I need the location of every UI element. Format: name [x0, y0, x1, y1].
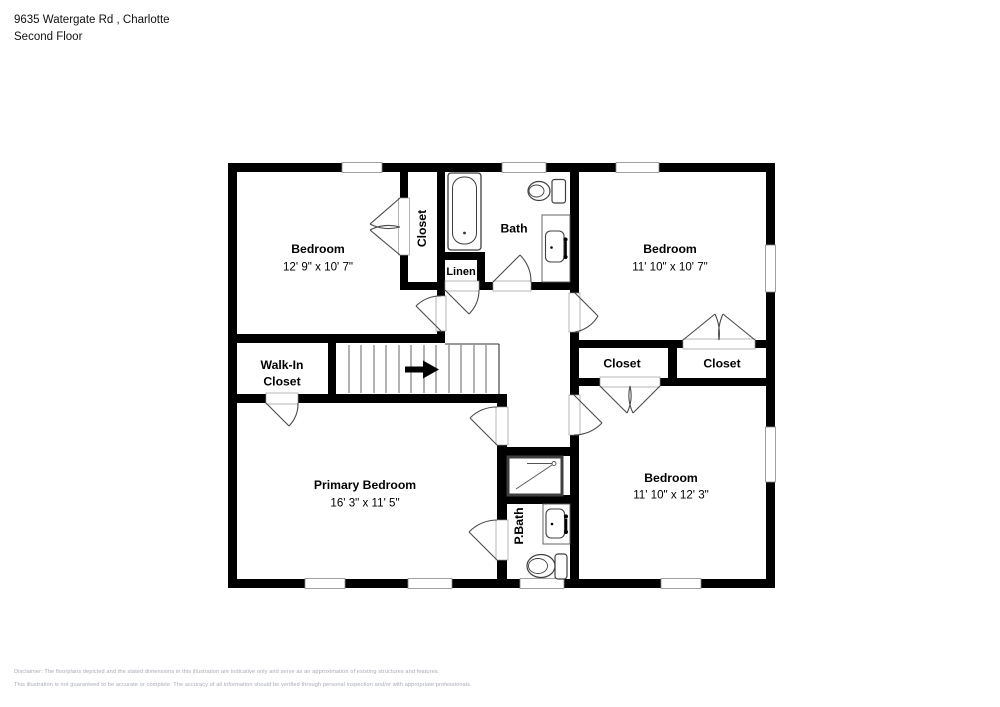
- sink-pbath: [543, 504, 570, 544]
- window: [766, 427, 776, 482]
- door-opening: [399, 198, 410, 255]
- wall: [570, 332, 579, 395]
- door-arc-closet-bifold: [370, 198, 400, 255]
- disclaimer-line-2: This illustration is not guaranteed to be accurate or complete. The accuracy of all information should be verified through personal inspection and/or with appropriate professionals.: [14, 682, 472, 688]
- label-bath: Bath: [500, 221, 528, 236]
- door-opening: [436, 296, 446, 331]
- door-opening: [496, 520, 508, 560]
- window: [520, 579, 564, 589]
- room-label-bedroom-top-right: Bedroom: [643, 242, 697, 256]
- wall: [570, 435, 579, 588]
- door-opening: [493, 281, 531, 291]
- label-closet-mid-1: Closet: [603, 356, 641, 371]
- label-walk-in-line2: Closet: [263, 374, 301, 389]
- door-opening: [600, 377, 660, 387]
- room-label-primary-bedroom: Primary Bedroom: [313, 478, 417, 492]
- wall: [766, 163, 775, 588]
- door-opening: [445, 281, 479, 291]
- wall: [437, 331, 445, 343]
- wall: [228, 163, 237, 588]
- label-closet-top: Closet: [415, 209, 429, 248]
- wall: [497, 445, 507, 520]
- wall: [479, 282, 493, 290]
- door-opening: [496, 407, 508, 445]
- wall: [570, 163, 579, 293]
- address-line: 9635 Watergate Rd , Charlotte: [14, 14, 170, 26]
- door-opening: [266, 393, 298, 404]
- door-arc-walk-in-closet: [266, 403, 298, 426]
- room-label-bedroom-top-left: Bedroom: [291, 242, 345, 256]
- window: [502, 163, 546, 173]
- shower: [508, 457, 562, 495]
- wall: [437, 290, 445, 296]
- wall: [755, 340, 766, 348]
- door-arc-bath: [493, 255, 531, 282]
- wall: [497, 447, 579, 456]
- label-pbath: P.Bath: [512, 507, 526, 545]
- window: [661, 579, 701, 589]
- wall: [497, 560, 507, 588]
- window: [342, 163, 382, 173]
- room-dims-primary-bedroom: 16' 3" x 11' 5": [330, 496, 400, 510]
- wall: [400, 172, 408, 198]
- door-arc-linen: [445, 290, 479, 314]
- toilet-pbath: [527, 554, 567, 579]
- door-opening: [683, 339, 755, 349]
- wall: [400, 282, 445, 290]
- room-dims-bedroom-top-left: 12' 9" x 10' 7": [282, 260, 354, 274]
- sink-bath: [542, 215, 570, 282]
- disclaimer-line-1: Disclaimer: The floorplans depicted and the stated dimensions in this illustration are indicative only and serve as an approximation of existing structures and features.: [14, 669, 440, 675]
- room-label-bedroom-bottom-right: Bedroom: [644, 471, 698, 485]
- wall: [228, 163, 775, 172]
- window: [408, 579, 452, 589]
- toilet-bath: [528, 180, 566, 204]
- bathtub: [448, 173, 481, 250]
- stair-direction-arrow: [405, 361, 439, 379]
- label-closet-mid-2: Closet: [703, 356, 741, 371]
- floor-label: Second Floor: [14, 31, 83, 43]
- window: [616, 163, 659, 173]
- door-arc-closet1-bifold: [600, 386, 660, 413]
- wall: [228, 334, 445, 343]
- door-arc-closet2-bifold: [683, 314, 755, 340]
- wall: [497, 403, 507, 407]
- label-linen: Linen: [446, 266, 476, 278]
- wall: [668, 340, 677, 386]
- door-opening: [569, 293, 580, 332]
- door-opening: [569, 395, 580, 435]
- door-arc-pbath: [469, 520, 497, 560]
- wall: [437, 172, 445, 290]
- wall: [228, 394, 266, 403]
- window: [766, 245, 776, 292]
- wall: [298, 394, 507, 403]
- disclaimer: [14, 666, 472, 692]
- room-dims-bedroom-bottom-right: 11' 10" x 12' 3": [633, 488, 709, 502]
- window: [305, 579, 345, 589]
- label-walk-in-line1: Walk-In: [260, 358, 304, 372]
- door-arc-primary-bedroom: [470, 407, 497, 445]
- wall: [579, 378, 600, 386]
- wall: [579, 340, 683, 348]
- wall: [328, 343, 336, 394]
- room-dims-bedroom-top-right: 11' 10" x 10' 7": [632, 260, 708, 274]
